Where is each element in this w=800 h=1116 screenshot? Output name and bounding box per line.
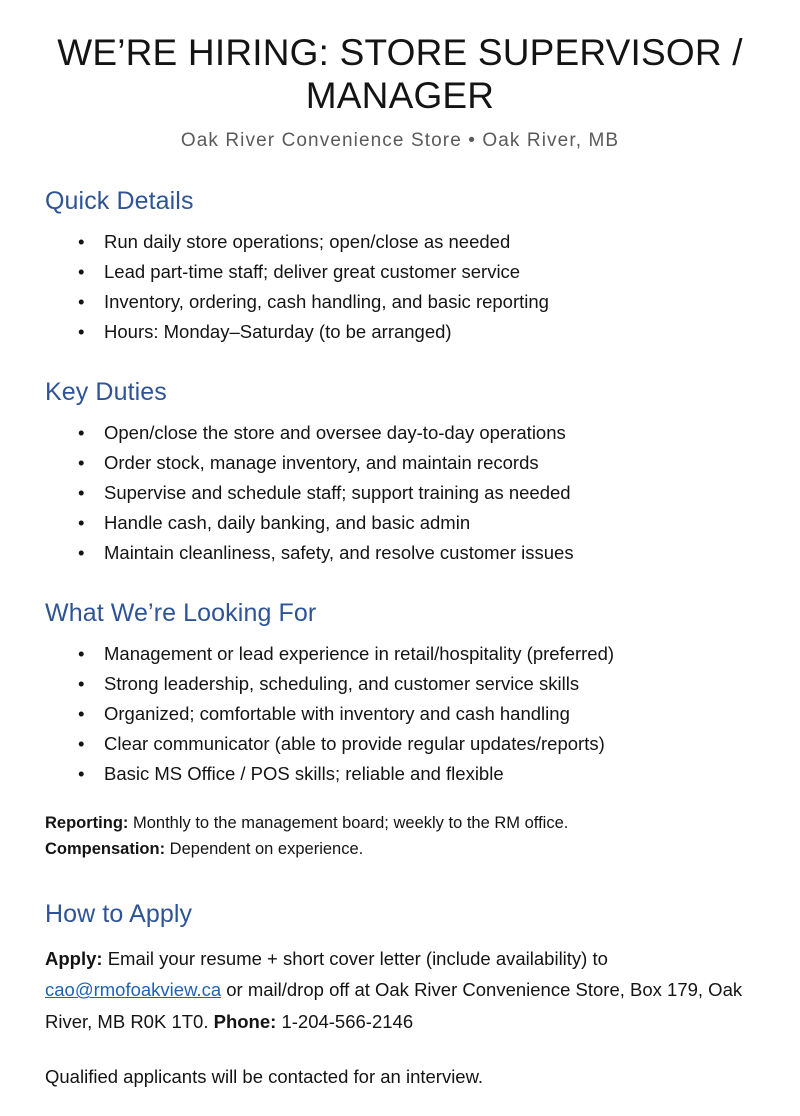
bullet-icon: • xyxy=(78,763,85,785)
compensation-label: Compensation: xyxy=(45,839,166,858)
list-item xyxy=(45,448,755,478)
section-heading-how-to-apply: How to Apply xyxy=(45,900,193,929)
list-item xyxy=(45,257,755,287)
list-item xyxy=(45,639,755,669)
list-item xyxy=(45,669,755,699)
reporting-line xyxy=(45,811,755,837)
bullet-icon: • xyxy=(78,261,85,283)
bullet-icon: • xyxy=(78,291,85,312)
bullet-icon: • xyxy=(78,231,85,253)
phone-number: 1-204-566-2146 xyxy=(276,1011,414,1033)
list-item-text: Inventory, ordering, cash handling, and basic reporting xyxy=(104,291,549,312)
bullet-icon: • xyxy=(78,452,85,474)
list-item-text: Maintain cleanliness, safety, and resolve customer issues xyxy=(104,542,574,564)
list-item-text: Clear communicator (able to provide regular updates/reports) xyxy=(104,733,605,755)
list-item-text: Organized; comfortable with inventory and cash handling xyxy=(104,703,570,725)
list-item xyxy=(45,418,755,448)
bullet-icon: • xyxy=(78,320,85,342)
bullet-icon: • xyxy=(78,512,85,534)
list-item-text: Basic MS Office / POS skills; reliable and flexible xyxy=(104,763,504,785)
bullet-list-quick-details xyxy=(45,227,755,347)
apply-label: Apply: xyxy=(45,947,103,969)
section-heading-what-we-are-looking-for: What We’re Looking For xyxy=(45,599,317,628)
list-item xyxy=(45,538,755,568)
list-item-text: Strong leadership, scheduling, and customer service skills xyxy=(104,673,580,695)
list-item xyxy=(45,759,755,789)
list-item xyxy=(45,508,755,538)
list-item xyxy=(45,227,755,257)
list-item-text: Open/close the store and oversee day-to-day operations xyxy=(104,422,566,444)
list-item-text: Management or lead experience in retail/hospitality (preferred) xyxy=(104,643,615,665)
reporting-label: Reporting: xyxy=(45,814,129,833)
list-item xyxy=(45,729,755,759)
list-item-text: Hours: Monday–Saturday (to be arranged) xyxy=(104,320,452,342)
section-heading-key-duties: Key Duties xyxy=(45,377,167,406)
apply-paragraph xyxy=(45,943,755,1038)
closing-paragraph: Qualified applicants will be contacted for an interview. xyxy=(45,1065,484,1087)
section-heading-quick-details: Quick Details xyxy=(45,186,194,215)
document-body xyxy=(0,186,800,1092)
meta-block xyxy=(45,811,755,862)
bullet-icon: • xyxy=(78,673,85,695)
section-key-duties xyxy=(45,377,755,568)
section-quick-details xyxy=(45,186,755,347)
bullet-icon: • xyxy=(78,733,85,755)
section-what-we-are-looking-for xyxy=(45,598,755,789)
list-item-text: Order stock, manage inventory, and maintain records xyxy=(104,452,539,474)
email-link[interactable]: cao@rmofoakview.ca xyxy=(45,979,222,1001)
bullet-icon: • xyxy=(78,482,85,504)
list-item xyxy=(45,317,755,347)
bullet-list-requirements xyxy=(45,639,755,789)
list-item-text: Run daily store operations; open/close as needed xyxy=(104,231,511,253)
list-item xyxy=(45,699,755,729)
section-how-to-apply xyxy=(45,899,755,1091)
compensation-value: Dependent on experience. xyxy=(165,839,364,858)
page-subtitle: Oak River Convenience Store • Oak River, MB xyxy=(180,129,620,151)
phone-label: Phone: xyxy=(213,1011,277,1033)
list-item xyxy=(45,287,755,317)
bullet-icon: • xyxy=(78,422,85,444)
bullet-list-key-duties xyxy=(45,418,755,568)
page-title: WE’RE HIRING: STORE SUPERVISOR / MANAGER xyxy=(57,32,743,116)
compensation-line xyxy=(45,837,755,863)
apply-text-before-email: Email your resume + short cover letter (include availability) to xyxy=(102,947,608,969)
apply-text-after-email: or mail/drop off at Oak River Convenience Store, Box 179, Oak River, MB R0K 1T0. xyxy=(45,979,743,1033)
list-item-text: Handle cash, daily banking, and basic admin xyxy=(104,512,471,534)
bullet-icon: • xyxy=(78,643,85,665)
bullet-icon: • xyxy=(78,703,85,725)
reporting-value: Monthly to the management board; weekly to the RM office. xyxy=(128,814,569,833)
list-item-text: Lead part-time staff; deliver great customer service xyxy=(104,261,521,283)
bullet-icon: • xyxy=(78,542,85,564)
list-item xyxy=(45,478,755,508)
list-item-text: Supervise and schedule staff; support training as needed xyxy=(104,482,571,504)
